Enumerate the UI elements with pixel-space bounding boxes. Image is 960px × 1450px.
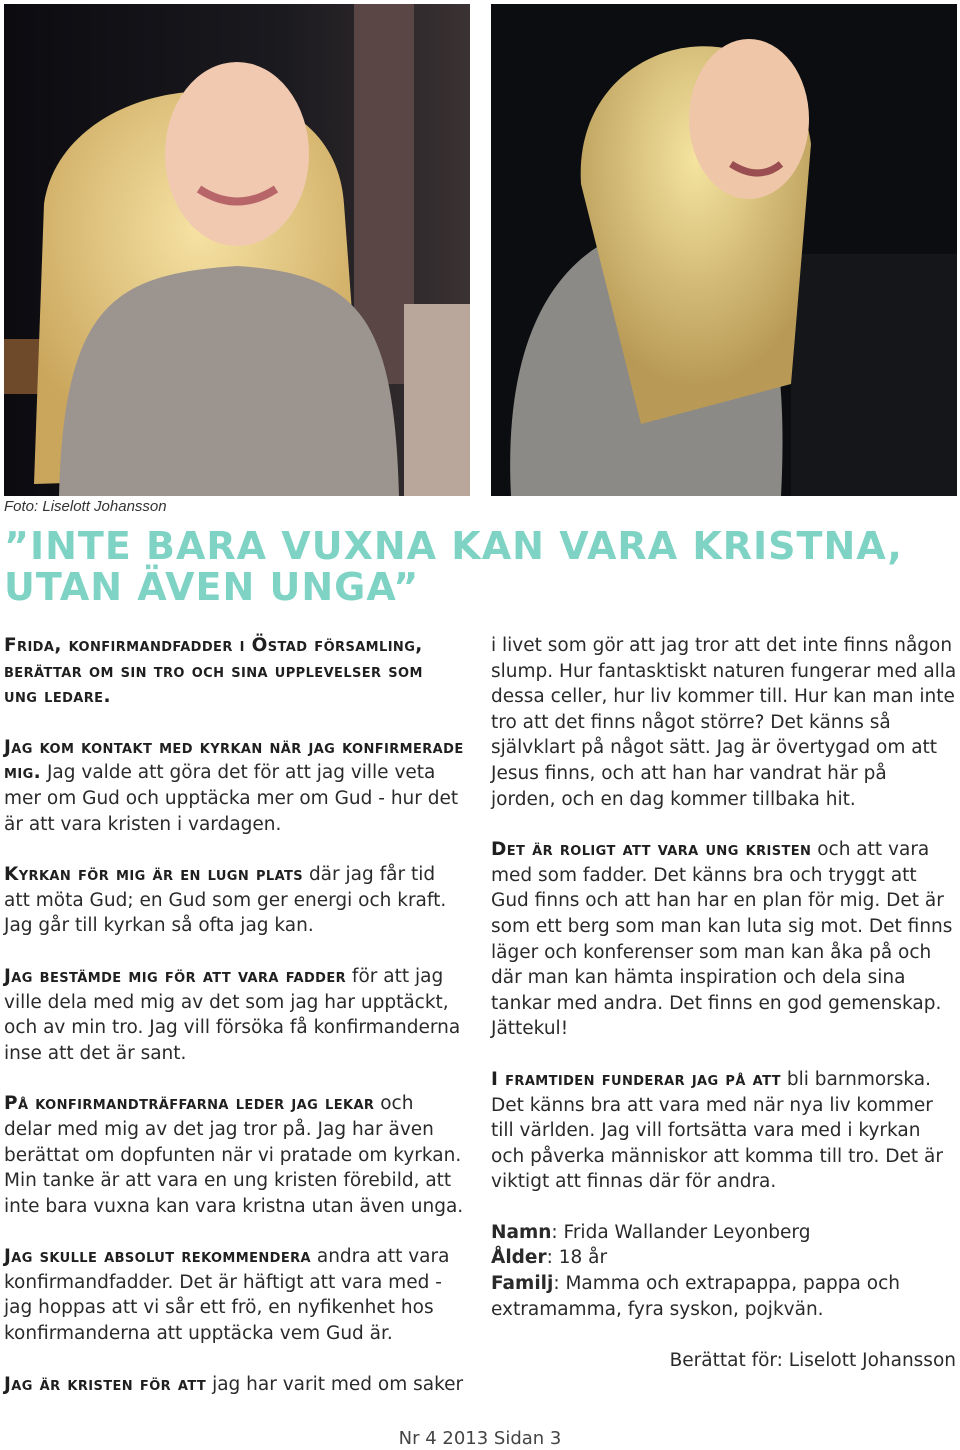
headline-line-1: ”INTE BARA VUXNA KAN VARA KRISTNA, bbox=[4, 524, 903, 568]
paragraph-kontakt bbox=[4, 735, 466, 837]
fact-name-value: : Frida Wallander Leyonberg bbox=[551, 1221, 811, 1243]
article-column-right bbox=[491, 633, 957, 1322]
byline: Berättat för: Liselott Johansson bbox=[669, 1350, 956, 1371]
paragraph-lekar bbox=[4, 1091, 466, 1219]
intro-line-2: berättar om sin tro och sina upplevelser som bbox=[4, 660, 423, 682]
page-footer: Nr 4 2013 Sidan 3 bbox=[398, 1428, 562, 1449]
headline bbox=[4, 526, 954, 608]
paragraph-body: Jag valde att göra det för att jag ville veta mer om Gud och upptäcka mer om Gud - hur det är att vara kristen i vardagen. bbox=[4, 762, 459, 835]
fact-family bbox=[491, 1271, 957, 1322]
fact-age bbox=[491, 1245, 957, 1271]
paragraph-rekommendera bbox=[4, 1244, 466, 1346]
paragraph-lead: Jag bestämde mig för att vara fadder bbox=[4, 965, 347, 987]
paragraph-body: och delar med mig av det jag tror på. Jag har även berättat om dopfunten när vi pratade om kyrkan. Min tanke är att vara en ung kristen förebild, att inte bara vuxna kan vara kristna utan även unga. bbox=[4, 1093, 464, 1217]
photo-frida-laughing bbox=[491, 4, 957, 496]
fact-family-label: Familj bbox=[491, 1273, 554, 1295]
paragraph-lead: Jag kom kontakt med kyrkan när jag konfirmerade mig. bbox=[4, 736, 464, 784]
paragraph-body: bli barnmorska. Det känns bra att vara med när nya liv kommer till världen. Jag vill fortsätta vara med i kyrkan och påverka människor att komma till tro. Det är viktigt att finnas där för andra. bbox=[491, 1068, 943, 1193]
paragraph-framtiden bbox=[491, 1067, 957, 1195]
paragraph-lead: Det är roligt att vara ung kristen bbox=[491, 839, 812, 861]
photo-right-image bbox=[491, 4, 957, 496]
fact-box bbox=[491, 1220, 957, 1322]
intro bbox=[4, 633, 466, 710]
paragraph-body: och att vara med som fadder. Det känns bra och tryggt att Gud finns och att han har en plan för mig. Det är som ett berg som man kan luta sig mot. Det finns läger och konferenser som man kan åka på och där man kan hämta inspiration och dela sina tankar med andra. Det finns en god gemenskap. Jättekul! bbox=[491, 839, 953, 1040]
paragraph-kristen bbox=[4, 1372, 466, 1398]
article-column-left bbox=[4, 633, 466, 1397]
photo-left-image bbox=[4, 4, 470, 496]
paragraph-kyrkan bbox=[4, 862, 466, 939]
fact-age-value: : 18 år bbox=[546, 1247, 608, 1269]
paragraph-kristen-continued bbox=[491, 633, 957, 812]
intro-line-1: Frida, konfirmandfadder i Östad församling, bbox=[4, 635, 423, 656]
paragraph-body: jag har varit med om saker bbox=[206, 1373, 464, 1395]
paragraph-body: i livet som gör att jag tror att det inte finns någon slump. Hur fantasktiskt naturen fungerar med alla dessa celler, hur liv kommer till. Hur kan man inte tro att det finns något större? Det känns så självklart på något sätt. Jag är övertygad om att Jesus finns, och att han har vandrat här på jorden, och en dag kommer tillbaka hit. bbox=[491, 635, 957, 810]
headline-line-2: UTAN ÄVEN UNGA” bbox=[4, 565, 420, 609]
paragraph-fadder bbox=[4, 964, 466, 1066]
fact-family-value: : Mamma och extrapappa, pappa och extramamma, fyra syskon, pojkvän. bbox=[491, 1273, 900, 1320]
photo-credit: Foto: Liselott Johansson bbox=[4, 498, 167, 515]
paragraph-lead: I framtiden funderar jag på att bbox=[491, 1068, 781, 1090]
fact-age-label: Ålder bbox=[491, 1247, 547, 1269]
paragraph-lead: Jag är kristen för att bbox=[4, 1373, 207, 1395]
paragraph-body: för att jag ville dela med mig av det som jag har upptäckt, och av min tro. Jag vill försöka få konfirmanderna inse att det är sant. bbox=[4, 965, 461, 1064]
paragraph-lead: Kyrkan för mig är en lugn plats bbox=[4, 864, 304, 886]
intro-line-3: ung ledare. bbox=[4, 686, 111, 708]
paragraph-roligt bbox=[491, 837, 957, 1042]
fact-name-label: Namn bbox=[491, 1221, 552, 1243]
paragraph-lead: På konfirmandträffarna leder jag lekar bbox=[4, 1093, 375, 1115]
photo-frida-smiling bbox=[4, 4, 470, 496]
fact-name bbox=[491, 1220, 957, 1246]
paragraph-body: andra att vara konfirmandfadder. Det är häftigt att vara med - jag hoppas att vi sår ett frö, en nyfikenhet hos konfirmanderna att upptäcka vem Gud är. bbox=[4, 1246, 450, 1345]
paragraph-lead: Jag skulle absolut rekommendera bbox=[4, 1246, 311, 1268]
paragraph-body: där jag får tid att möta Gud; en Gud som ger energi och kraft. Jag går till kyrkan så ofta jag kan. bbox=[4, 864, 447, 937]
